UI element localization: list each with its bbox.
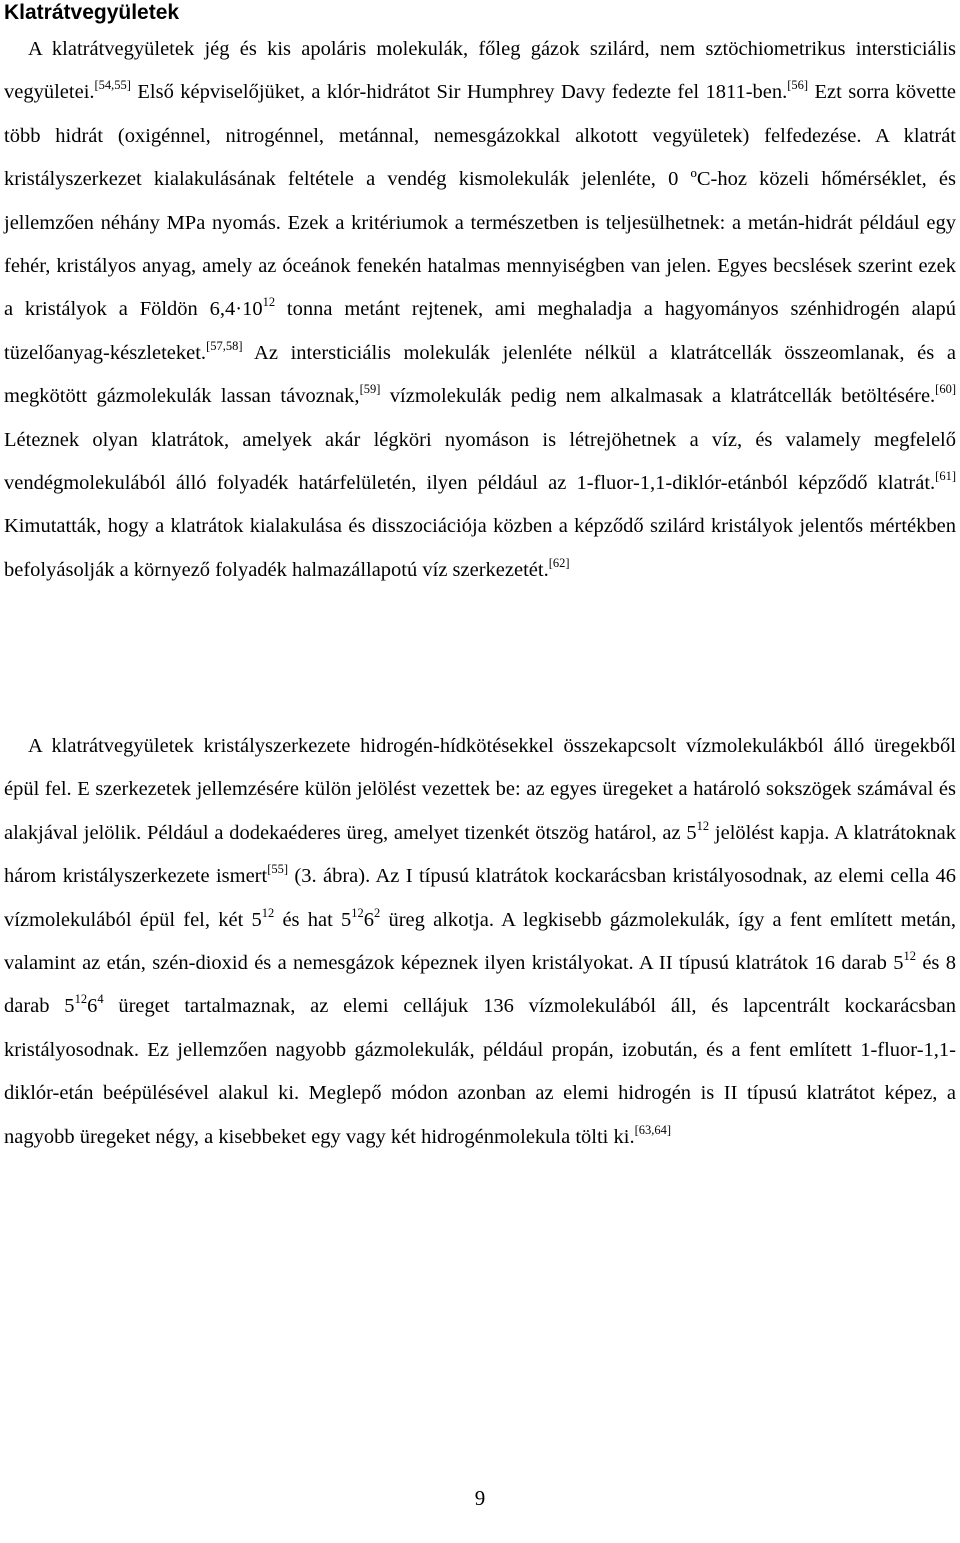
citation: [56]	[787, 78, 809, 93]
citation: [55]	[267, 862, 289, 877]
text-run: (3. ábra). Az I típusú klatrátok kockarácsban kristályosodnak, az elemi cella 46 vízmolekulából épül fel, két 5	[4, 865, 956, 931]
citation: [62]	[548, 555, 570, 570]
citation: [57,58]	[206, 338, 243, 353]
text-run: és 8 darab 5	[4, 952, 956, 1018]
text-run: Kimutatták, hogy a klatrátok kialakulása és disszociációja közben a képződő szilárd kristályok jelentős mértékben befolyásolják a környező folyadék halmazállapotú víz szerkezetét.	[4, 515, 956, 581]
text-run: 6	[87, 995, 98, 1018]
text-run: A klatrátvegyületek jég és kis apoláris molekulák, főleg gázok szilárd, nem sztöchiometrikus intersticiális vegyületei.	[4, 38, 956, 104]
page-number: 9	[474, 1486, 486, 1510]
exponent: 12	[351, 905, 364, 920]
text-run: Ezt sorra követte több hidrát (oxigénnel, nitrogénnel, metánnal, nemesgázokkal alkotott vegyületek) felfedezése. A klatrát kristályszerkezet kialakulásának feltétele a vendég kismolekulák jelenléte, 0 ºC-hoz közeli hőmérséklet, és jellemzően néhány MPa nyomás. Ezek a kritériumok a természetben is teljesülhetnek: a metán-hidrát például egy fehér, kristályos anyag, amely az óceánok fenekén hatalmas mennyiségben van jelen. Egyes becslések szerint ezek a kristályok a Földön 6,4·10	[4, 81, 956, 321]
exponent: 12	[261, 905, 275, 920]
text-run: A klatrátvegyületek kristályszerkezete hidrogén-hídkötésekkel összekapcsolt vízmolekulákból álló üregekből épül fel. E szerkezetek jellemzésére külön jelölést vezettek be: az egyes üregeket a határoló sokszögek számával és alakjával jelölik. Például a dodekaéderes üreg, amelyet tizenkét ötszög határol, az 5	[4, 735, 956, 844]
exponent: 2	[374, 905, 381, 920]
text-run: jelölést kapja. A klatrátoknak három kristályszerkezete ismert	[4, 821, 956, 888]
text-run: tonna metánt rejtenek, ami meghaladja a hagyományos szénhidrogén alapú tüzelőanyag-készleteket.	[4, 298, 956, 364]
text-run: Első képviselőjüket, a klór-hidrátot Sir Humphrey Davy fedezte fel 1811-ben.	[130, 81, 788, 104]
text-run: üreg alkotja. A legkisebb gázmolekulák, így a fent említett metán, valamint az etán, szén-dioxid és a nemesgázok képeznek ilyen kristályokat. A II típusú klatrátok 16 darab 5	[4, 908, 956, 975]
citation: [54,55]	[94, 78, 131, 93]
text-run: 6	[363, 908, 375, 931]
citation: [61]	[935, 469, 956, 484]
citation: [60]	[935, 382, 956, 397]
section-heading: Klatrátvegyületek	[4, 1, 180, 24]
exponent: 12	[74, 992, 88, 1007]
paragraph-1	[4, 28, 956, 592]
exponent: 12	[696, 818, 710, 833]
exponent: 12	[903, 949, 916, 964]
citation: [63,64]	[634, 1122, 672, 1137]
text-run: üreget tartalmaznak, az elemi cellájuk 136 vízmolekulából áll, és lapcentrált kockarácsban kristályosodnak. Ez jellemzően nagyobb gázmolekulák, például propán, izobután, és a fent említett 1-fluor-1,1-diklór-etán beépülésével alakul ki. Meglepő módon azonban az elemi hidrogén is II típusú klatrátot képez, a nagyobb üregeket négy, a kisebbeket egy vagy két hidrogénmolekula tölti ki.	[4, 995, 956, 1148]
citation: [59]	[359, 382, 381, 397]
exponent: 12	[262, 295, 276, 310]
text-run: Az intersticiális molekulák jelenléte nélkül a klatrátcellák összeomlanak, és a megkötött gázmolekulák lassan távoznak,	[4, 341, 956, 408]
text-run: vízmolekulák pedig nem alkalmasak a klatrátcellák betöltésére.	[380, 385, 936, 408]
text-run: Léteznek olyan klatrátok, amelyek akár légköri nyomáson is létrejöhetnek a víz, és valamely megfelelő vendégmolekulából álló folyadék határfelületén, ilyen például az 1-fluor-1,1-diklór-etánból képződő klatrát.	[4, 428, 956, 495]
paragraph-2	[4, 725, 956, 1159]
exponent: 4	[97, 992, 104, 1007]
text-run: és hat 5	[274, 908, 352, 931]
